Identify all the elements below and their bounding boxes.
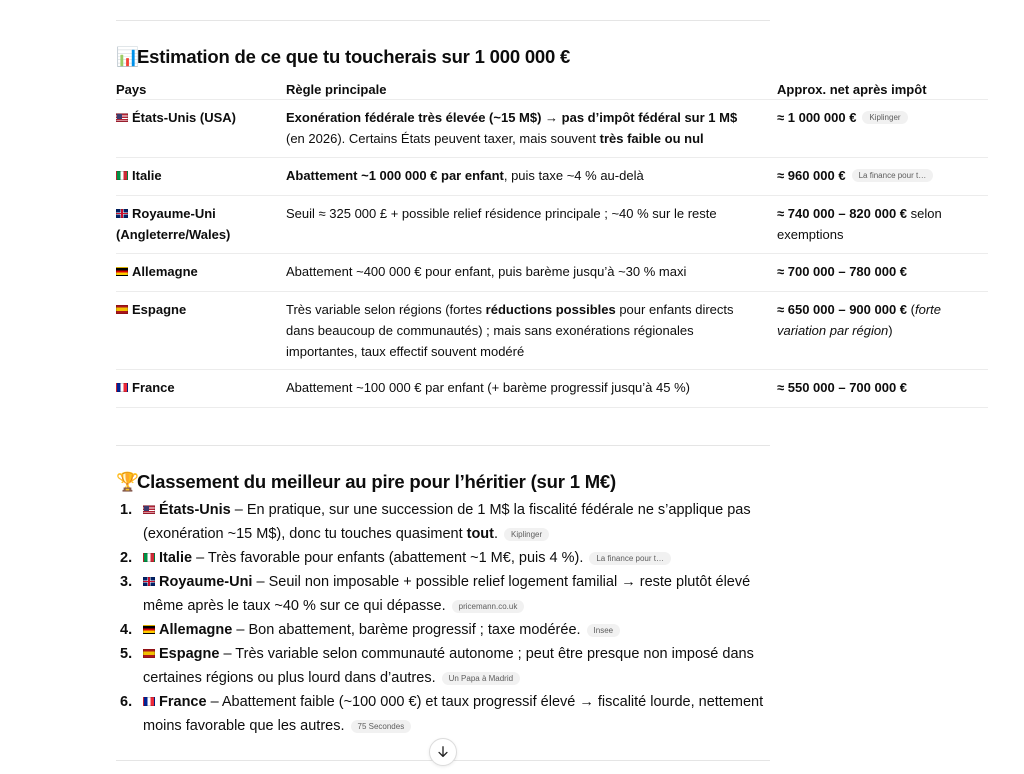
source-pill[interactable]: La finance pour t… [589,552,671,565]
section-title: Estimation de ce que tu toucherais sur 1 000 000 € [137,46,571,67]
country-name: Royaume-Uni [159,574,253,590]
net-cell [777,203,992,245]
text-run: ≈ 700 000 – 780 000 € [777,264,908,279]
text-run: – Très favorable pour enfants (abattement ~1 M€, puis 4 %). [192,550,584,566]
country-name: Espagne [132,302,187,317]
country-name: Royaume-Uni (Angleterre/Wales) [116,206,231,242]
text-run: tout [466,526,494,542]
country-cell [116,377,281,398]
country-cell [116,107,281,128]
net-cell [777,107,992,128]
text-run: très faible ou nul [599,131,704,146]
country-cell [116,165,281,186]
es-flag-icon [116,305,128,314]
ranking-list [120,498,780,738]
country-name: France [159,694,207,710]
rule-cell [286,107,741,149]
de-flag-icon [143,625,155,634]
text-run: – Bon abattement, barème progressif ; taxe modérée. [232,622,581,638]
text-run: . [494,526,499,542]
text-run: ≈ 650 000 – 900 000 € [777,302,908,317]
list-item [120,498,780,546]
uk-flag-icon [116,209,128,218]
it-flag-icon [116,171,128,180]
es-flag-icon [143,649,155,658]
list-number: 2. [120,550,133,566]
table-header-row [116,72,988,100]
arrow-down-icon [436,745,450,759]
section-heading-estimation [116,46,570,68]
list-number: 5. [120,646,133,662]
header-net: Approx. net après impôt [777,82,927,97]
text-run: forte variation par région [777,302,941,338]
fr-flag-icon [116,383,128,392]
text-run: pour enfants directs dans beaucoup de communautés) ; mais sans exonérations régionales importantes, taux effectif souvent modéré [286,302,734,359]
text-run: selon exemptions [777,206,942,242]
text-run: réductions possibles [485,302,616,317]
text-run: ≈ 960 000 € [777,168,846,183]
list-number: 3. [120,574,133,590]
net-cell [777,261,992,282]
section-title: Classement du meilleur au pire pour l’héritier (sur 1 M€) [137,471,616,492]
section-heading-classement [116,471,616,493]
header-pays: Pays [116,82,147,97]
list-number: 4. [120,622,133,638]
de-flag-icon [116,267,128,276]
list-item [120,642,780,690]
estimation-table [116,72,988,408]
text-run: ≈ 1 000 000 € [777,110,857,125]
bar-chart-emoji-icon: 📊 [116,46,139,67]
rule-cell [286,377,741,398]
country-name: Allemagne [132,264,198,279]
source-pill[interactable]: La finance pour t… [852,169,934,182]
text-run: ) [888,323,893,338]
list-item [120,690,780,738]
list-number: 1. [120,502,133,518]
rule-cell [286,261,741,282]
table-row [116,158,988,196]
table-row [116,292,988,370]
table-row [116,370,988,408]
rule-cell [286,203,741,224]
text-run: – Seuil non imposable + possible relief logement familial → reste plutôt élevé même après le taux ~40 % sur ce qui dépasse. [143,574,751,614]
it-flag-icon [143,553,155,562]
text-run: (en 2026). Certains États peuvent taxer, mais souvent [286,131,600,146]
country-cell [116,299,281,320]
text-run: – Abattement faible (~100 000 €) et taux progressif élevé → fiscalité lourde, nettement moins favorable que les autres. [143,694,764,734]
country-name: États-Unis (USA) [132,110,237,125]
text-run: – Très variable selon communauté autonome ; peut être presque non imposé dans certaines régions ou plus lourd dans d’autres. [143,646,754,686]
trophy-emoji-icon: 🏆 [116,471,139,492]
source-pill[interactable]: Insee [587,624,621,637]
table-row [116,100,988,158]
us-flag-icon [143,505,155,514]
list-item [120,546,780,570]
text-run: Seuil ≈ 325 000 £ + possible relief résidence principale ; ~40 % sur le reste [286,206,717,221]
country-name: France [132,380,175,395]
divider-top [116,20,770,21]
rule-cell [286,299,741,362]
country-name: États-Unis [159,502,231,518]
source-pill[interactable]: 75 Secondes [351,720,412,733]
source-pill[interactable]: Kiplinger [862,111,907,124]
rule-cell [286,165,741,186]
country-name: Espagne [159,646,220,662]
source-pill[interactable]: pricemann.co.uk [452,600,525,613]
text-run: ≈ 550 000 – 700 000 € [777,380,908,395]
fr-flag-icon [143,697,155,706]
text-run: ≈ 740 000 – 820 000 € [777,206,908,221]
net-cell [777,377,992,398]
text-run: Abattement ~400 000 € pour enfant, puis barème jusqu’à ~30 % maxi [286,264,687,279]
divider-middle [116,445,770,446]
uk-flag-icon [143,577,155,586]
list-item [120,618,780,642]
scroll-to-bottom-button[interactable] [429,738,457,766]
country-cell [116,261,281,282]
source-pill[interactable]: Un Papa à Madrid [442,672,520,685]
us-flag-icon [116,113,128,122]
text-run: , puis taxe ~4 % au-delà [503,168,644,183]
country-name: Italie [132,168,162,183]
text-run: Abattement ~100 000 € par enfant (+ barème progressif jusqu’à 45 %) [286,380,690,395]
country-name: Allemagne [159,622,233,638]
text-run: Exonération fédérale très élevée (~15 M$) → pas d’impôt fédéral sur 1 M$ [286,110,738,125]
country-cell [116,203,281,245]
country-name: Italie [159,550,193,566]
text-run: – En pratique, sur une succession de 1 M$ la fiscalité fédérale ne s’applique pas (exonération ~15 M$), donc tu touches quasiment [143,502,751,542]
net-cell [777,165,992,186]
list-item [120,570,780,618]
table-row [116,196,988,254]
text-run: ( [907,302,915,317]
header-regle: Règle principale [286,82,387,97]
net-cell [777,299,992,341]
text-run: Très variable selon régions (fortes [286,302,486,317]
source-pill[interactable]: Kiplinger [504,528,549,541]
table-row [116,254,988,292]
text-run: Abattement ~1 000 000 € par enfant [286,168,504,183]
list-number: 6. [120,694,133,710]
